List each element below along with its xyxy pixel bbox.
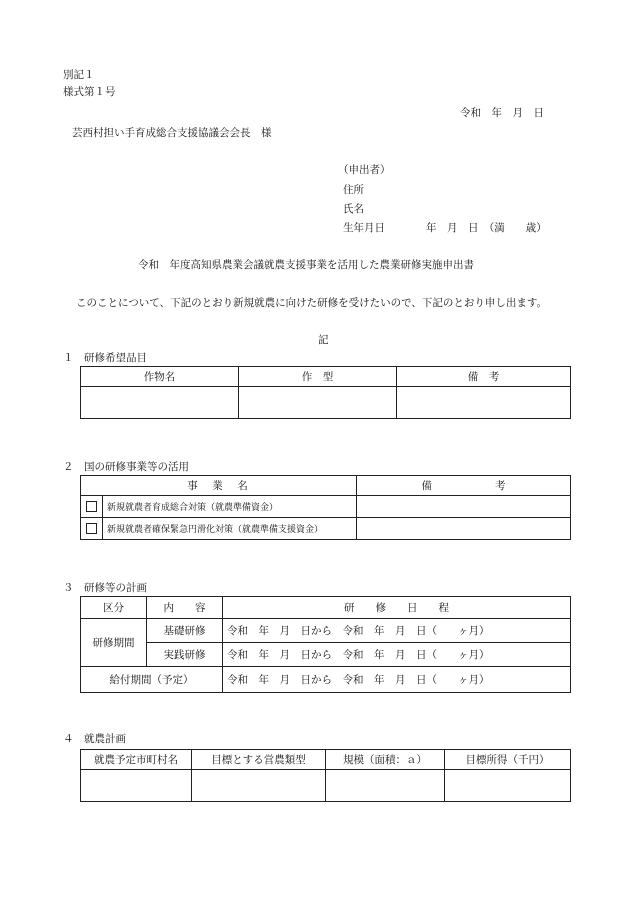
schedule-header: 研 修 日 程 [223,597,571,619]
practical-training-label: 実践研修 [147,643,223,667]
section4-heading: ４ 就農計画 [63,733,126,745]
scale-cell[interactable] [326,770,445,802]
name-label: 氏名 [343,203,364,215]
target-income-cell[interactable] [445,770,571,802]
farming-type-header: 目標とする営農類型 [192,750,326,770]
farming-plan-table [80,749,571,802]
checkbox-icon[interactable] [86,501,97,512]
remarks-header: 備 考 [397,367,571,387]
section1-heading: １ 研修希望品目 [63,352,147,364]
cropping-type-cell[interactable] [239,387,397,419]
content-header: 内 容 [147,597,223,619]
ki-label: 記 [318,334,329,346]
section3-heading: ３ 研修等の計画 [63,582,147,594]
basic-training-schedule[interactable]: 令和 年 月 日から 令和 年 月 日（ ヶ月） [223,619,571,643]
program-note[interactable] [357,518,571,540]
practical-training-schedule[interactable]: 令和 年 月 日から 令和 年 月 日（ ヶ月） [223,643,571,667]
addressee: 芸西村担い手育成総合支援協議会会長 様 [72,127,272,139]
remarks-cell[interactable] [397,387,571,419]
crop-table [80,366,571,419]
applicant-heading: （申出者） [338,164,391,176]
form-number: 様式第１号 [63,86,116,98]
municipality-cell[interactable] [81,770,192,802]
crop-cell[interactable] [81,387,239,419]
farming-type-cell[interactable] [192,770,326,802]
program-table [80,475,571,540]
training-period-label: 研修期間 [81,619,147,667]
crop-header: 作物名 [81,367,239,387]
municipality-header: 就農予定市町村名 [81,750,192,770]
program-name-header: 事 業 名 [81,476,357,496]
address-label: 住所 [343,184,364,196]
plan-table [80,596,571,693]
checkbox-support-fund[interactable] [81,518,103,540]
category-header: 区分 [81,597,147,619]
intro-text: このことについて、下記のとおり新規就農に向けた研修を受けたいので、下記のとおり申し出ます。 [76,297,548,309]
section2-heading: ２ 国の研修事業等の活用 [63,461,189,473]
basic-training-label: 基礎研修 [147,619,223,643]
cropping-type-header: 作 型 [239,367,397,387]
date-line: 令和 年 月 日 [460,107,544,119]
target-income-header: 目標所得（千円） [445,750,571,770]
birth-fields: 年 月 日 （満 歳） [426,222,547,234]
program-note[interactable] [357,496,571,518]
payment-period-label: 給付期間（予定） [81,667,223,693]
program-name: 新規就農者確保緊急円滑化対策（就農準備支援資金） [103,518,357,540]
appendix-label: 別記１ [63,69,95,81]
birth-label: 生年月日 [343,222,385,234]
checkbox-icon[interactable] [86,523,97,534]
scale-header: 規模（面積：ａ） [326,750,445,770]
payment-period-schedule[interactable]: 令和 年 月 日から 令和 年 月 日（ ヶ月） [223,667,571,693]
program-name: 新規就農者育成総合対策（就農準備資金） [103,496,357,518]
program-remarks-header: 備 考 [357,476,571,496]
document-title: 令和 年度高知県農業会議就農支援事業を活用した農業研修実施申出書 [138,259,474,271]
checkbox-preparation-fund[interactable] [81,496,103,518]
